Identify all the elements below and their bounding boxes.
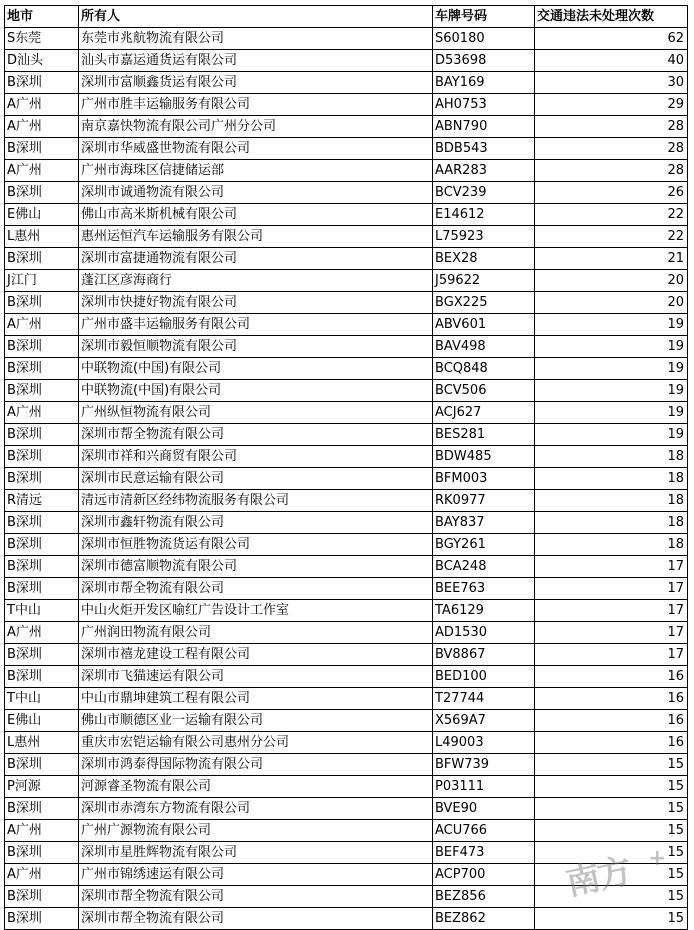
cell-plate: BGY261 bbox=[433, 534, 535, 556]
cell-owner: 中山火炬开发区喻红广告设计工作室 bbox=[79, 600, 433, 622]
table-row bbox=[5, 270, 688, 292]
cell-violations: 26 bbox=[535, 182, 688, 204]
cell-owner: 中山市鼎坤建筑工程有限公司 bbox=[79, 688, 433, 710]
cell-owner: 汕头市嘉运通货运有限公司 bbox=[79, 50, 433, 72]
table-row bbox=[5, 226, 688, 248]
table-row bbox=[5, 138, 688, 160]
cell-city: S东莞 bbox=[5, 28, 79, 50]
cell-city: B深圳 bbox=[5, 512, 79, 534]
cell-plate: BAY837 bbox=[433, 512, 535, 534]
cell-city: B深圳 bbox=[5, 292, 79, 314]
table-row bbox=[5, 204, 688, 226]
cell-owner: 深圳市华威盛世物流有限公司 bbox=[79, 138, 433, 160]
cell-plate: BAV498 bbox=[433, 336, 535, 358]
cell-plate: BCV239 bbox=[433, 182, 535, 204]
cell-city: R清远 bbox=[5, 490, 79, 512]
cell-owner: 重庆市宏铠运输有限公司惠州分公司 bbox=[79, 732, 433, 754]
cell-plate: BCQ848 bbox=[433, 358, 535, 380]
table-row bbox=[5, 666, 688, 688]
cell-plate: BV8867 bbox=[433, 644, 535, 666]
cell-city: B深圳 bbox=[5, 380, 79, 402]
cell-owner: 中联物流(中国)有限公司 bbox=[79, 380, 433, 402]
cell-plate: BES281 bbox=[433, 424, 535, 446]
cell-owner: 深圳市帮全物流有限公司 bbox=[79, 424, 433, 446]
cell-city: T中山 bbox=[5, 688, 79, 710]
cell-city: B深圳 bbox=[5, 182, 79, 204]
cell-owner: 深圳市帮全物流有限公司 bbox=[79, 908, 433, 930]
cell-owner: 佛山市高米斯机械有限公司 bbox=[79, 204, 433, 226]
cell-plate: BGX225 bbox=[433, 292, 535, 314]
cell-violations: 17 bbox=[535, 622, 688, 644]
table-row bbox=[5, 710, 688, 732]
table-body bbox=[5, 28, 688, 930]
cell-owner: 深圳市祥和兴商贸有限公司 bbox=[79, 446, 433, 468]
cell-city: B深圳 bbox=[5, 798, 79, 820]
cell-violations: 19 bbox=[535, 336, 688, 358]
cell-violations: 21 bbox=[535, 248, 688, 270]
cell-violations: 15 bbox=[535, 908, 688, 930]
table-row bbox=[5, 820, 688, 842]
cell-city: T中山 bbox=[5, 600, 79, 622]
cell-city: E佛山 bbox=[5, 710, 79, 732]
cell-plate: AD1530 bbox=[433, 622, 535, 644]
cell-plate: RK0977 bbox=[433, 490, 535, 512]
table-row bbox=[5, 116, 688, 138]
cell-owner: 佛山市顺德区业一运输有限公司 bbox=[79, 710, 433, 732]
cell-city: B深圳 bbox=[5, 908, 79, 930]
cell-violations: 16 bbox=[535, 710, 688, 732]
cell-owner: 深圳市快捷好物流有限公司 bbox=[79, 292, 433, 314]
cell-city: A广州 bbox=[5, 820, 79, 842]
cell-violations: 18 bbox=[535, 490, 688, 512]
cell-city: B深圳 bbox=[5, 886, 79, 908]
header-row bbox=[5, 6, 688, 28]
cell-violations: 17 bbox=[535, 600, 688, 622]
table-row bbox=[5, 424, 688, 446]
cell-owner: 广州纵恒物流有限公司 bbox=[79, 402, 433, 424]
cell-plate: BED100 bbox=[433, 666, 535, 688]
cell-city: L惠州 bbox=[5, 732, 79, 754]
cell-violations: 28 bbox=[535, 116, 688, 138]
cell-plate: X569A7 bbox=[433, 710, 535, 732]
cell-plate: E14612 bbox=[433, 204, 535, 226]
cell-owner: 深圳市富捷通物流有限公司 bbox=[79, 248, 433, 270]
cell-owner: 河源睿圣物流有限公司 bbox=[79, 776, 433, 798]
cell-city: E佛山 bbox=[5, 204, 79, 226]
cell-plate: BFM003 bbox=[433, 468, 535, 490]
cell-city: B深圳 bbox=[5, 556, 79, 578]
table-row bbox=[5, 358, 688, 380]
cell-plate: ACU766 bbox=[433, 820, 535, 842]
cell-owner: 深圳市毅恒顺物流有限公司 bbox=[79, 336, 433, 358]
cell-violations: 17 bbox=[535, 644, 688, 666]
table-row bbox=[5, 732, 688, 754]
table-row bbox=[5, 534, 688, 556]
table-row bbox=[5, 468, 688, 490]
cell-violations: 15 bbox=[535, 798, 688, 820]
cell-owner: 深圳市帮全物流有限公司 bbox=[79, 886, 433, 908]
table-row bbox=[5, 490, 688, 512]
cell-owner: 深圳市富顺鑫货运有限公司 bbox=[79, 72, 433, 94]
cell-city: A广州 bbox=[5, 116, 79, 138]
cell-city: B深圳 bbox=[5, 138, 79, 160]
cell-owner: 深圳市飞猫速运有限公司 bbox=[79, 666, 433, 688]
cell-city: A广州 bbox=[5, 94, 79, 116]
table-row bbox=[5, 336, 688, 358]
table-row bbox=[5, 292, 688, 314]
cell-violations: 22 bbox=[535, 226, 688, 248]
cell-city: B深圳 bbox=[5, 754, 79, 776]
cell-violations: 28 bbox=[535, 160, 688, 182]
table-row bbox=[5, 578, 688, 600]
cell-plate: BDB543 bbox=[433, 138, 535, 160]
cell-city: A广州 bbox=[5, 622, 79, 644]
cell-city: P河源 bbox=[5, 776, 79, 798]
cell-plate: BAY169 bbox=[433, 72, 535, 94]
cell-city: A广州 bbox=[5, 864, 79, 886]
table-row bbox=[5, 402, 688, 424]
header-city: 地市 bbox=[5, 6, 79, 28]
cell-plate: BEZ856 bbox=[433, 886, 535, 908]
cell-city: B深圳 bbox=[5, 424, 79, 446]
cell-violations: 20 bbox=[535, 270, 688, 292]
cell-owner: 深圳市民意运输有限公司 bbox=[79, 468, 433, 490]
cell-plate: BCA248 bbox=[433, 556, 535, 578]
cell-owner: 深圳市星胜辉物流有限公司 bbox=[79, 842, 433, 864]
cell-city: A广州 bbox=[5, 160, 79, 182]
cell-plate: TA6129 bbox=[433, 600, 535, 622]
cell-violations: 19 bbox=[535, 380, 688, 402]
cell-plate: BCV506 bbox=[433, 380, 535, 402]
header-plate: 车牌号码 bbox=[433, 6, 535, 28]
cell-violations: 18 bbox=[535, 468, 688, 490]
cell-plate: ABV601 bbox=[433, 314, 535, 336]
cell-owner: 惠州运恒汽车运输服务有限公司 bbox=[79, 226, 433, 248]
cell-city: B深圳 bbox=[5, 358, 79, 380]
table-row bbox=[5, 94, 688, 116]
cell-plate: ABN790 bbox=[433, 116, 535, 138]
cell-plate: BEX28 bbox=[433, 248, 535, 270]
cell-plate: BFW739 bbox=[433, 754, 535, 776]
cell-plate: AH0753 bbox=[433, 94, 535, 116]
table-row bbox=[5, 512, 688, 534]
cell-violations: 17 bbox=[535, 578, 688, 600]
cell-violations: 19 bbox=[535, 314, 688, 336]
cell-violations: 30 bbox=[535, 72, 688, 94]
cell-plate: P03111 bbox=[433, 776, 535, 798]
cell-city: J江门 bbox=[5, 270, 79, 292]
cell-owner: 广州市胜丰运输服务有限公司 bbox=[79, 94, 433, 116]
cell-violations: 15 bbox=[535, 820, 688, 842]
cell-owner: 中联物流(中国)有限公司 bbox=[79, 358, 433, 380]
cell-city: A广州 bbox=[5, 314, 79, 336]
watermark-logo: 南方 bbox=[562, 851, 634, 904]
cell-owner: 深圳市帮全物流有限公司 bbox=[79, 578, 433, 600]
cell-violations: 15 bbox=[535, 754, 688, 776]
table-row bbox=[5, 380, 688, 402]
cell-owner: 蓬江区彦海商行 bbox=[79, 270, 433, 292]
table-row bbox=[5, 248, 688, 270]
watermark-plus: + bbox=[648, 846, 667, 871]
cell-owner: 深圳市诚通物流有限公司 bbox=[79, 182, 433, 204]
cell-city: B深圳 bbox=[5, 72, 79, 94]
table-row bbox=[5, 314, 688, 336]
cell-city: L惠州 bbox=[5, 226, 79, 248]
table-row bbox=[5, 600, 688, 622]
cell-violations: 15 bbox=[535, 842, 688, 864]
violations-table bbox=[4, 5, 688, 930]
cell-violations: 18 bbox=[535, 512, 688, 534]
cell-violations: 15 bbox=[535, 886, 688, 908]
cell-plate: BDW485 bbox=[433, 446, 535, 468]
cell-violations: 22 bbox=[535, 204, 688, 226]
cell-owner: 广州市盛丰运输服务有限公司 bbox=[79, 314, 433, 336]
table-row bbox=[5, 622, 688, 644]
cell-owner: 广州润田物流有限公司 bbox=[79, 622, 433, 644]
cell-violations: 16 bbox=[535, 688, 688, 710]
cell-city: A广州 bbox=[5, 402, 79, 424]
cell-city: B深圳 bbox=[5, 446, 79, 468]
cell-owner: 广州市锦绣速运有限公司 bbox=[79, 864, 433, 886]
cell-plate: L49003 bbox=[433, 732, 535, 754]
table-row bbox=[5, 908, 688, 930]
cell-plate: D53698 bbox=[433, 50, 535, 72]
cell-city: B深圳 bbox=[5, 666, 79, 688]
table-row bbox=[5, 182, 688, 204]
table-row bbox=[5, 776, 688, 798]
cell-plate: S60180 bbox=[433, 28, 535, 50]
cell-violations: 18 bbox=[535, 446, 688, 468]
cell-violations: 16 bbox=[535, 666, 688, 688]
cell-plate: ACP700 bbox=[433, 864, 535, 886]
table-row bbox=[5, 72, 688, 94]
header-violations: 交通违法未处理次数 bbox=[535, 6, 688, 28]
table-row bbox=[5, 28, 688, 50]
cell-city: B深圳 bbox=[5, 248, 79, 270]
cell-owner: 清远市清新区经纬物流服务有限公司 bbox=[79, 490, 433, 512]
cell-plate: BVE90 bbox=[433, 798, 535, 820]
table-row bbox=[5, 688, 688, 710]
table-row bbox=[5, 798, 688, 820]
cell-owner: 广州市海珠区信捷储运部 bbox=[79, 160, 433, 182]
cell-city: B深圳 bbox=[5, 842, 79, 864]
cell-plate: J59622 bbox=[433, 270, 535, 292]
cell-city: B深圳 bbox=[5, 336, 79, 358]
cell-city: D汕头 bbox=[5, 50, 79, 72]
cell-owner: 深圳市德富顺物流有限公司 bbox=[79, 556, 433, 578]
cell-plate: BEZ862 bbox=[433, 908, 535, 930]
cell-violations: 40 bbox=[535, 50, 688, 72]
table-row bbox=[5, 160, 688, 182]
cell-violations: 17 bbox=[535, 556, 688, 578]
cell-violations: 19 bbox=[535, 358, 688, 380]
cell-plate: ACJ627 bbox=[433, 402, 535, 424]
cell-violations: 20 bbox=[535, 292, 688, 314]
header-owner: 所有人 bbox=[79, 6, 433, 28]
table-row bbox=[5, 556, 688, 578]
cell-owner: 深圳市禧龙建设工程有限公司 bbox=[79, 644, 433, 666]
cell-violations: 29 bbox=[535, 94, 688, 116]
cell-city: B深圳 bbox=[5, 578, 79, 600]
cell-violations: 15 bbox=[535, 776, 688, 798]
cell-city: B深圳 bbox=[5, 468, 79, 490]
cell-owner: 东莞市兆航物流有限公司 bbox=[79, 28, 433, 50]
cell-violations: 15 bbox=[535, 864, 688, 886]
cell-owner: 深圳市鸿泰得国际物流有限公司 bbox=[79, 754, 433, 776]
cell-owner: 深圳市恒胜物流货运有限公司 bbox=[79, 534, 433, 556]
cell-violations: 19 bbox=[535, 402, 688, 424]
cell-plate: AAR283 bbox=[433, 160, 535, 182]
cell-violations: 16 bbox=[535, 732, 688, 754]
cell-plate: BEE763 bbox=[433, 578, 535, 600]
cell-violations: 62 bbox=[535, 28, 688, 50]
table-row bbox=[5, 644, 688, 666]
cell-plate: BEF473 bbox=[433, 842, 535, 864]
table-row bbox=[5, 446, 688, 468]
cell-owner: 南京嘉快物流有限公司广州分公司 bbox=[79, 116, 433, 138]
cell-owner: 深圳市赤湾东方物流有限公司 bbox=[79, 798, 433, 820]
table-row bbox=[5, 754, 688, 776]
cell-owner: 广州广源物流有限公司 bbox=[79, 820, 433, 842]
table-row bbox=[5, 50, 688, 72]
cell-violations: 28 bbox=[535, 138, 688, 160]
cell-violations: 19 bbox=[535, 424, 688, 446]
cell-plate: L75923 bbox=[433, 226, 535, 248]
cell-violations: 18 bbox=[535, 534, 688, 556]
cell-owner: 深圳市鑫轩物流有限公司 bbox=[79, 512, 433, 534]
cell-city: B深圳 bbox=[5, 534, 79, 556]
cell-plate: T27744 bbox=[433, 688, 535, 710]
cell-city: B深圳 bbox=[5, 644, 79, 666]
